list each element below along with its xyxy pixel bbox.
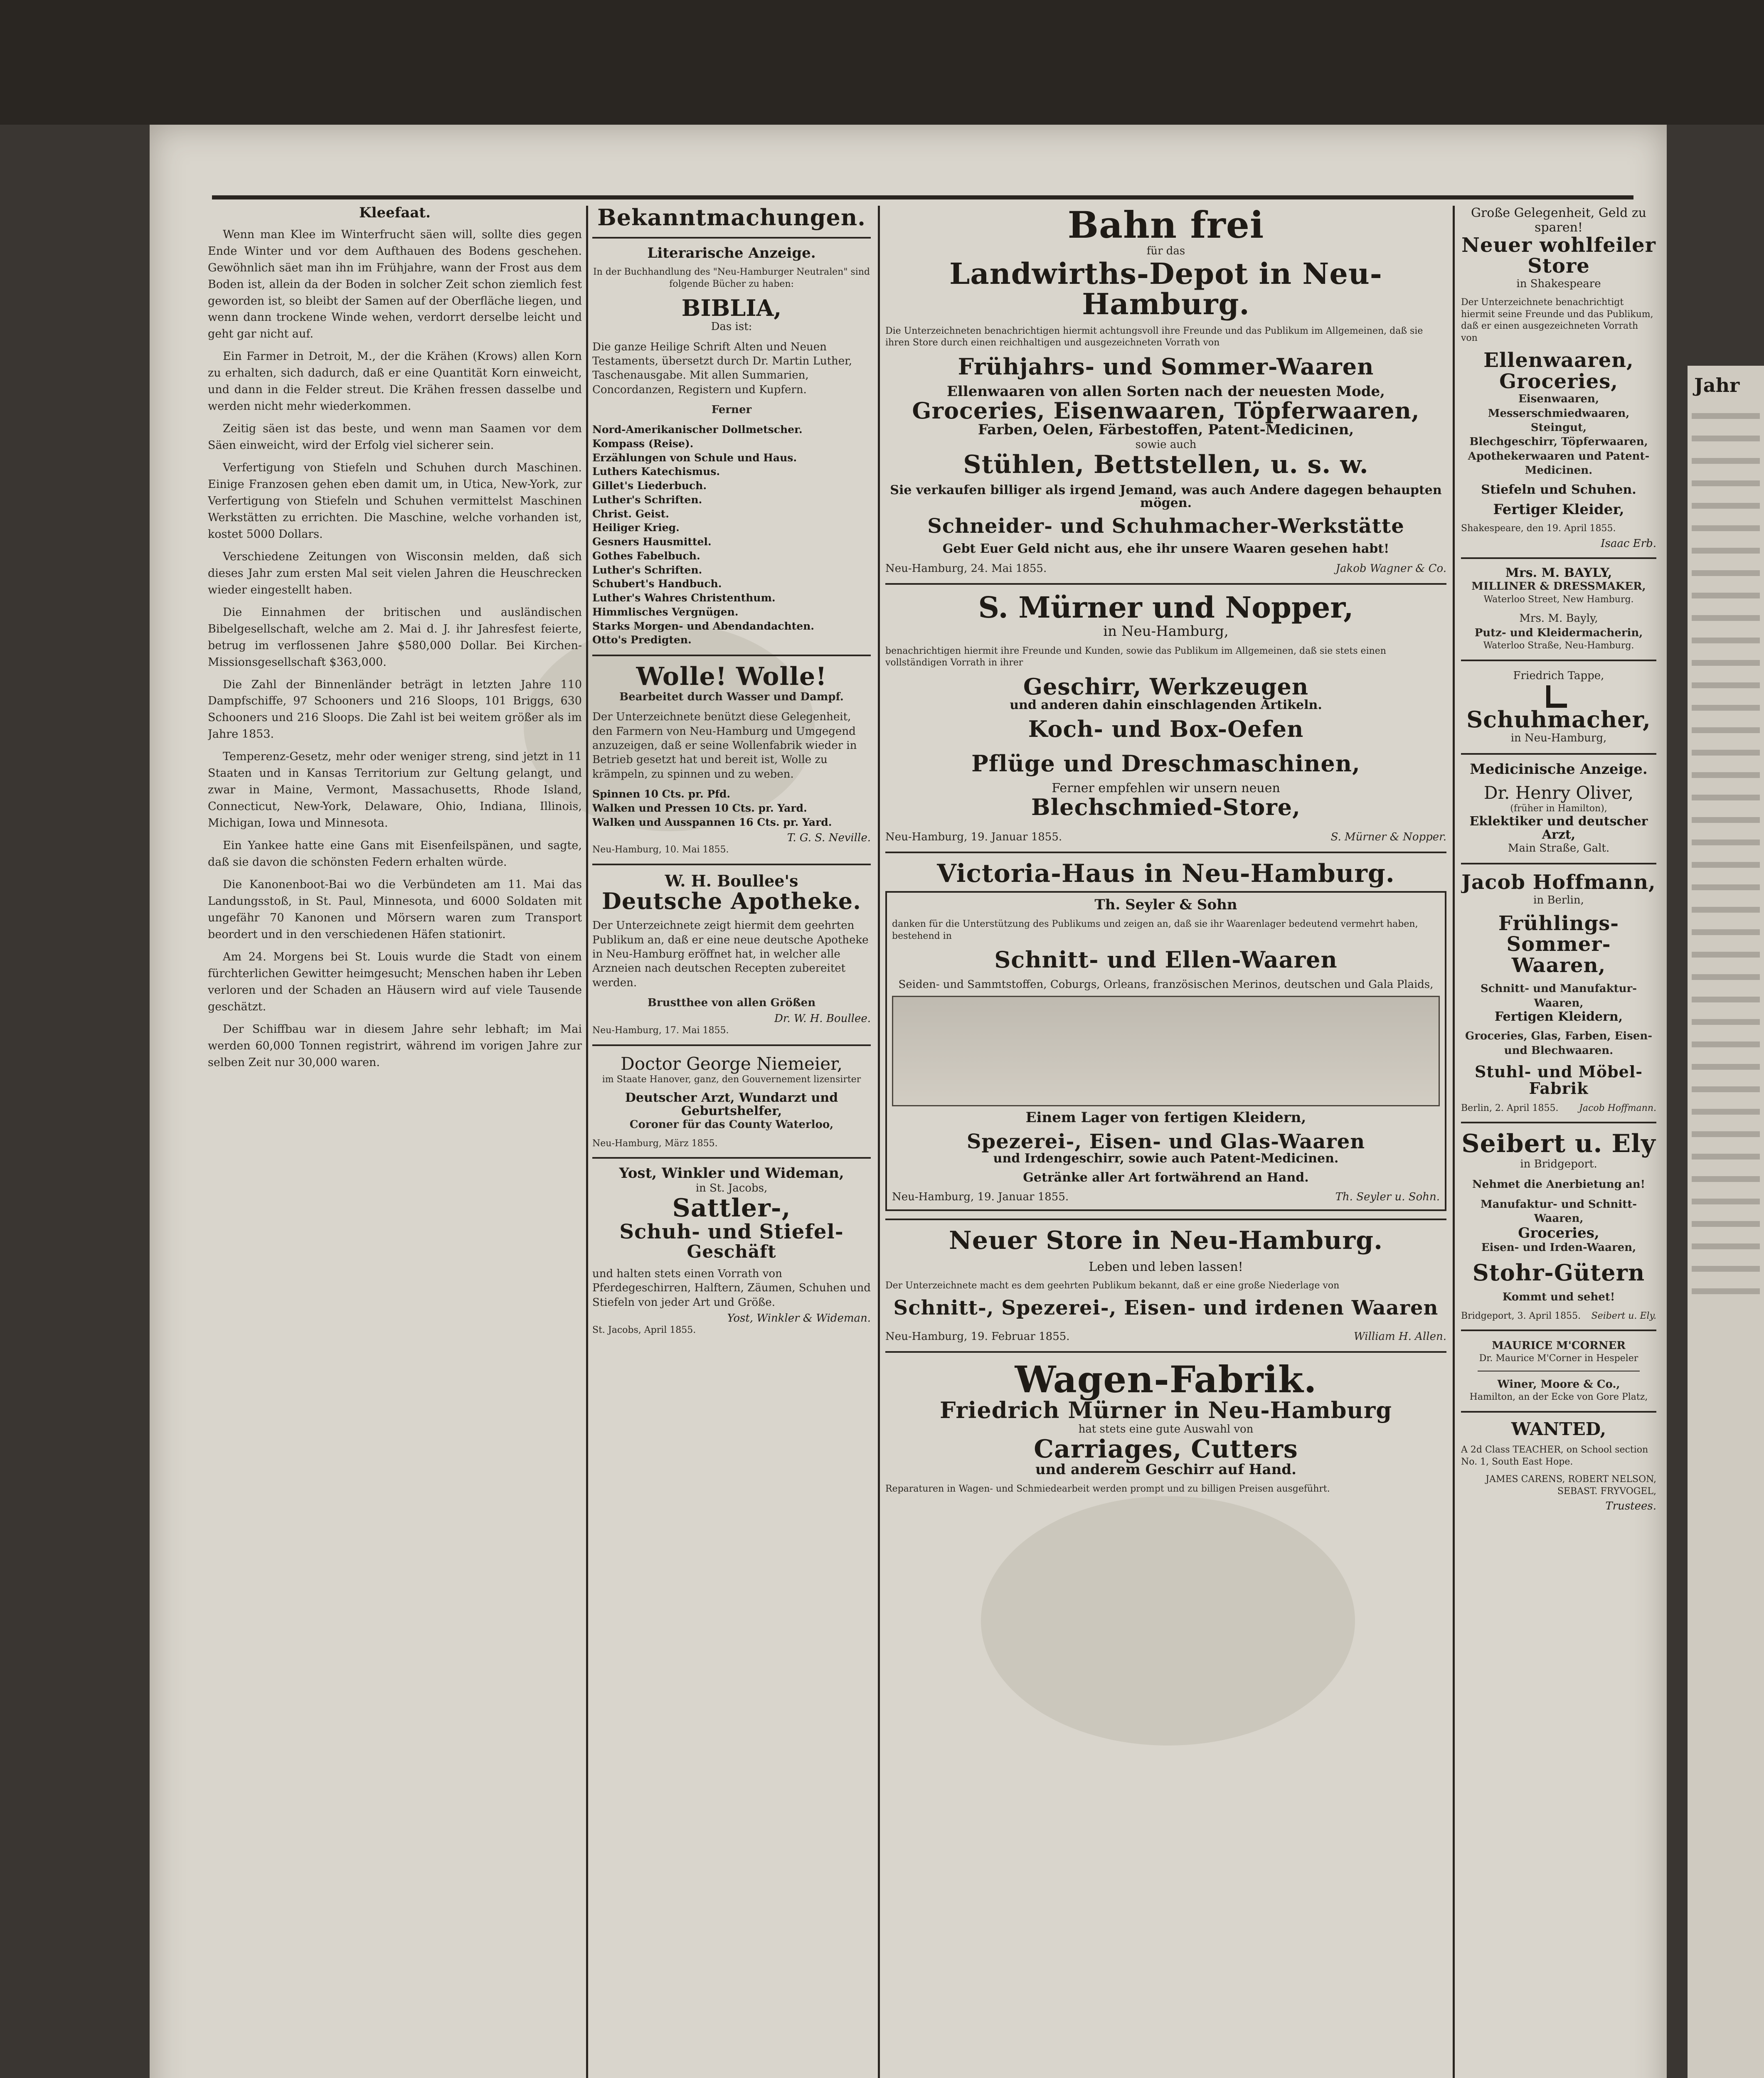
ad-subtitle: Coroner für das County Waterloo, [629, 1118, 834, 1131]
divider [885, 583, 1446, 585]
column-rule [1453, 206, 1455, 2078]
ad-line: Putz- und Kleidermacherin, [1474, 626, 1643, 639]
article-paragraph: Die Kanonenboot-Bai wo die Verbündeten am 11. Mai das Landungsstoß, in St. Paul, Minnesota, und 6000 Soldaten mit ungefähr 70 Kanonen und Mörsern waren zum Transport beordert und in den verschiedenen Häfen stationirt. [208, 878, 582, 941]
ad-subtitle: in Berlin, [1533, 894, 1584, 906]
boot-icon [1546, 685, 1567, 708]
article-paragraph: Ein Farmer in Detroit, M., der die Krähen (Krows) allen Korn zu erhalten, sich dadurch, daß er eine Quantität Korn einweicht, und dann in die Felder streut. Die Krähen fressen dasselbe und werden nicht mehr wiederkommen. [208, 350, 582, 413]
ad-line: Schnitt- und Manufaktur-Waaren, [1480, 982, 1637, 1009]
ad-subtitle: in Bridgeport. [1520, 1158, 1597, 1171]
divider [1461, 753, 1656, 755]
ad-text: Der Unterzeichnete macht es dem geehrten Publikum bekannt, daß er eine große Niederlage von [885, 1280, 1340, 1291]
ad-subtitle: Deutscher Arzt, Wundarzt und Geburtshelfer, [625, 1091, 838, 1118]
ad-line: MILLINER & DRESSMAKER, [1471, 580, 1646, 593]
top-rule [212, 195, 1633, 199]
ad-signature: T. G. S. Neville. [787, 832, 871, 844]
ad-line: Groceries, [1518, 1224, 1599, 1241]
ad-title: Dr. Henry Oliver, [1483, 783, 1634, 803]
ad-headline: Frühjahrs- und Sommer-Waaren [958, 353, 1374, 380]
book-item: Kompass (Reise). [592, 437, 694, 450]
ad-subtitle: Friedrich Tappe, [1513, 669, 1604, 682]
ad-line: Ellenwaaren von allen Sorten nach der neuesten Mode, [946, 383, 1385, 400]
ad-signature: Isaac Erb. [1601, 537, 1656, 550]
divider [1461, 1330, 1656, 1331]
ad-text: Dr. Maurice M'Corner in Hespeler [1479, 1353, 1638, 1364]
ad-date: Neu-Hamburg, 24. Mai 1855. [885, 562, 1047, 575]
article-paragraph: Wenn man Klee im Winterfrucht säen will, sollte dies gegen Ende Winter und vor dem Aufthauen des Bodens geschehen. Gewöhnlich säet man ihn im Frühjahre, wann der Frost aus dem Boden ist, allein da der Boden in solcher Zeit schon ziemlich fest geworden ist, so bleibt der Samen auf der Oberfläche liegen, und wenn dann trockene Winde wehen, verdorrt derselbe leicht und geht gar nicht auf. [208, 228, 582, 341]
divider [592, 1157, 871, 1159]
scanner-border [0, 0, 1764, 125]
ad-line: Gebt Euer Geld nicht aus, ehe ihr unsere Waaren gesehen habt! [942, 542, 1390, 556]
article-heading: Kleefaat. [359, 206, 431, 221]
book-item: Luther's Wahres Christenthum. [592, 592, 776, 604]
ad-footer [885, 830, 1446, 844]
price-item: Walken und Ausspannen 16 Cts. pr. Yard. [592, 816, 832, 828]
ad-text: hat stets eine gute Auswahl von [1078, 1423, 1254, 1436]
ad-signature: William H. Allen. [1354, 1330, 1446, 1343]
ad-footer [1461, 1310, 1656, 1322]
paper-stain [981, 1496, 1355, 1746]
ad-headline: Koch- und Box-Oefen [1028, 716, 1304, 743]
ad-text: JAMES CARENS, ROBERT NELSON, SEBAST. FRYVOGEL, [1486, 1474, 1656, 1497]
ad-title: Schuh- und Stiefel- [619, 1220, 844, 1244]
book-item: Himmlisches Vergnügen. [592, 606, 739, 618]
divider [592, 1044, 871, 1046]
ad-title: Wolle! Wolle! [636, 662, 827, 692]
divider [885, 1351, 1446, 1353]
ad-subtitle: Bearbeitet durch Wasser und Dampf. [619, 691, 844, 704]
ad-text: Hamilton, an der Ecke von Gore Platz, [1469, 1392, 1648, 1403]
book-item: Luther's Schriften. [592, 493, 702, 506]
newspaper-page [150, 125, 1667, 2078]
section-title: Bekanntmachungen. [597, 206, 866, 231]
ad-text: Der Unterzeichnete benachrichtigt hiermit seine Freunde und das Publikum, daß er einen ausgezeichneten Vorrath von [1461, 297, 1653, 343]
book-list [592, 423, 871, 647]
ad-headline: Friedrich Mürner in Neu-Hamburg [939, 1397, 1392, 1424]
ad-date: Bridgeport, 3. April 1855. [1461, 1310, 1581, 1321]
ad-heading: Medicinische Anzeige. [1470, 761, 1648, 778]
ad-line: Groceries, Glas, Farben, Eisen- und Blechwaaren. [1465, 1030, 1653, 1057]
ad-title: Landwirths-Depot in Neu-Hamburg. [949, 256, 1382, 322]
article-paragraph: Verschiedene Zeitungen von Wisconsin melden, daß sich dieses Jahr zum ersten Mal seit vielen Jahren die Heuschrecken wieder eingestellt haben. [208, 550, 582, 596]
ad-signature: Trustees. [1605, 1500, 1656, 1513]
ad-text: in St. Jacobs, [695, 1182, 768, 1195]
book-item: Luthers Katechismus. [592, 465, 720, 478]
article-paragraph: Temperenz-Gesetz, mehr oder weniger streng, sind jetzt in 11 Staaten und in Kansas Territorium zur Geltung gelangt, und zwar in Maine, Vermont, Massachusetts, Rhode Island, Connecticut, New-York, Delaware, Ohio, Indiana, Illinois, Michigan, Iowa und Minnesota. [208, 750, 582, 830]
column-announcements [592, 206, 871, 1336]
ad-line: Farben, Oelen, Färbestoffen, Patent-Medicinen, [978, 421, 1354, 438]
ad-heading: Literarische Anzeige. [647, 244, 816, 261]
book-item: Schubert's Handbuch. [592, 578, 722, 590]
ad-title-text: Schuhmacher, [1466, 706, 1651, 733]
article-paragraph: Die Einnahmen der britischen und ausländischen Bibelgesellschaft, welche am 2. Mai d. J. ihr Jahresfest feierte, betrug im verflossenen Jahre $580,000 Dollar. Bei Kirchen-Missionsgesellschaft $363,000. [208, 606, 582, 669]
price-item: Walken und Pressen 10 Cts. pr. Yard. [592, 802, 807, 814]
ad-title: Neuer wohlfeiler Store [1461, 234, 1656, 278]
ad-text: Der Unterzeichnete benützt diese Gelegenheit, den Farmern von Neu-Hamburg und Umgegend anzuzeigen, daß er seine Wollenfabrik wieder in Betrieb gesetzt hat und bereit ist, Wolle zu krämpeln, zu spinnen und zu weben. [592, 711, 857, 780]
ad-line: Stiefeln und Schuhen. [1481, 483, 1636, 497]
ad-line: Eisenwaaren, Messerschmiedwaaren, Steingut, [1488, 393, 1630, 434]
ad-date: Neu-Hamburg, 19. Januar 1855. [885, 831, 1062, 844]
ad-subtitle: Brustthee von allen Größen [647, 996, 816, 1009]
adjacent-page-strip [1688, 366, 1764, 2078]
article-paragraph: Die Zahl der Binnenländer beträgt in letzten Jahre 110 Dampfschiffe, 97 Schooners und 216 Sloops, 101 Briggs, 630 Schooners und 216 Sloops. Die Zahl ist bei weitem größer als im Jahre 1853. [208, 678, 582, 741]
ad-headline: Sommer-Waaren, [1506, 933, 1611, 977]
ad-headline: Schnitt- und Ellen-Waaren [994, 946, 1338, 973]
divider [885, 852, 1446, 853]
ad-line: Eisen- und Irden-Waaren, [1481, 1241, 1636, 1254]
ad-title: Seibert u. Ely [1461, 1129, 1656, 1159]
ad-title: Neuer Store in Neu-Hamburg. [949, 1226, 1383, 1255]
price-list [592, 787, 871, 829]
ad-headline: Ellenwaaren, Groceries, [1483, 349, 1634, 393]
ad-headline: Spezerei-, Eisen- und Glas-Waaren [966, 1130, 1365, 1153]
ad-title: Mrs. M. BAYLY, [1505, 565, 1612, 580]
divider [1461, 1122, 1656, 1123]
ad-headline: Geschirr, Werkzeugen [1023, 673, 1309, 700]
ad-signature: Th. Seyler u. Sohn. [1335, 1191, 1440, 1204]
adjacent-page-fragment: Jahr [1694, 374, 1740, 396]
ad-line: Manufaktur- und Schnitt-Waaren, [1480, 1198, 1637, 1225]
ad-date: Berlin, 2. April 1855. [1461, 1103, 1559, 1113]
book-item: Luther's Schriften. [592, 564, 702, 576]
ad-title: Jacob Hoffmann, [1461, 871, 1656, 894]
ad-title: Doctor George Niemeier, [621, 1053, 843, 1074]
ad-text: Der Unterzeichnete zeigt hiermit dem geehrten Publikum an, daß er eine neue deutsche Apotheke in Neu-Hamburg eröffnet hat, in welcher alle Arzneien nach deutschen Recepten zubereitet werden. [592, 919, 869, 989]
ad-footer [1461, 1103, 1656, 1115]
divider [592, 237, 871, 239]
ad-title: Sattler-, [672, 1194, 791, 1223]
ad-text: benachrichtigen hiermit ihre Freunde und Kunden, sowie das Publikum im Allgemeinen, daß sie stets einen vollständigen Vorrath in ihrer [885, 645, 1386, 668]
ad-text: für das [1146, 245, 1185, 258]
article-paragraph: Ein Yankee hatte eine Gans mit Eisenfeilspänen, und sagte, daß sie davon die schönsten Federn erhalten würde. [208, 839, 582, 869]
ad-subtitle: in Neu-Hamburg, [1103, 623, 1229, 640]
ad-title: Bahn frei [1067, 206, 1264, 246]
column-news [208, 206, 582, 1076]
ad-title: Victoria-Haus in Neu-Hamburg. [937, 859, 1395, 889]
ad-text: In der Buchhandlung des "Neu-Hamburger Neutralen" sind folgende Bücher zu haben: [593, 267, 870, 289]
ad-subtitle: W. H. Boullee's [665, 871, 798, 890]
ad-line: und anderem Geschirr auf Hand. [1035, 1461, 1297, 1478]
ad-subtitle: Große Gelegenheit, Geld zu sparen! [1471, 206, 1647, 235]
ad-subtitle: Th. Seyler & Sohn [1094, 896, 1237, 913]
ad-date: Neu-Hamburg, 17. Mai 1855. [592, 1025, 729, 1036]
ad-headline: Blechschmied-Store, [1031, 794, 1301, 821]
ad-line: Sie verkaufen billiger als irgend Jemand, was auch Andere dagegen behaupten mögen. [890, 483, 1442, 511]
ad-title: MAURICE M'CORNER [1492, 1339, 1626, 1352]
book-item: Gothes Fabelbuch. [592, 549, 700, 562]
ad-date: Shakespeare, den 19. April 1855. [1461, 523, 1616, 534]
ad-headline: Frühlings- [1498, 912, 1619, 936]
faded-illustration [892, 996, 1440, 1106]
ad-line: Apothekerwaaren und Patent-Medicinen. [1468, 450, 1650, 477]
adjacent-page-lines [1688, 413, 1764, 1294]
divider [885, 1219, 1446, 1220]
ad-date: Neu-Hamburg, 19. Februar 1855. [885, 1330, 1070, 1343]
ad-text: (früher in Hamilton), [1510, 803, 1607, 814]
ad-title: Mrs. M. Bayly, [1519, 612, 1598, 625]
article-paragraph: Der Schiffbau war in diesem Jahre sehr lebhaft; im Mai werden 60,000 Tonnen registrirt, während im vorigen Jahre zur selben Zeit nur 30,000 waren. [208, 1022, 582, 1069]
ad-text: Main Straße, Galt. [1508, 842, 1610, 855]
book-item: Heiliger Krieg. [592, 522, 680, 534]
article-paragraph: Am 24. Morgens bei St. Louis wurde die Stadt von einem fürchterlichen Gewitter heimgesucht; Menschen haben ihr Leben verloren und der Schaden an Häusern wird auf viele Tausende geschätzt. [208, 950, 582, 1013]
article-body [208, 227, 582, 1071]
book-item: Gillet's Liederbuch. [592, 480, 707, 492]
ad-line: Nehmet die Anerbietung an! [1472, 1178, 1646, 1191]
ad-text: A 2d Class TEACHER, on School section No. 1, South East Hope. [1461, 1445, 1648, 1467]
ad-title: Deutsche Apotheke. [602, 887, 861, 914]
article-paragraph: Zeitig säen ist das beste, und wenn man Saamen vor dem Säen einweicht, wird der Erfolg viel sicherer sein. [208, 422, 582, 452]
ad-title [1461, 683, 1656, 731]
ad-subtitle: Ferner [711, 403, 752, 416]
book-item: Erzählungen von Schule und Haus. [592, 451, 797, 464]
ad-date: Neu-Hamburg, 19. Januar 1855. [892, 1191, 1069, 1204]
ad-text: im Staate Hanover, ganz, den Gouvernement lizensirter [602, 1074, 861, 1085]
ad-title: BIBLIA, [681, 294, 782, 321]
column-rule [878, 206, 880, 2078]
ad-date: Neu-Hamburg, 10. Mai 1855. [592, 844, 729, 855]
ad-footer [885, 1330, 1446, 1344]
ad-headline: Schneider- und Schuhmacher-Werkstätte [927, 514, 1404, 538]
book-item: Gesners Hausmittel. [592, 536, 712, 548]
divider [1461, 660, 1656, 661]
ad-title: WANTED, [1511, 1418, 1606, 1439]
victoria-ad-box [885, 891, 1446, 1211]
ad-footer [892, 1190, 1440, 1204]
ad-signature: Yost, Winkler & Wideman. [727, 1312, 871, 1325]
ad-text: Reparaturen in Wagen- und Schmiedearbeit werden prompt und zu billigen Preisen ausgeführt. [885, 1484, 1330, 1494]
column-rule [586, 206, 588, 2078]
ad-line: Fertiger Kleider, [1493, 501, 1624, 518]
book-item: Starks Morgen- und Abendandachten. [592, 620, 814, 632]
column-side-ads [1461, 206, 1656, 1512]
ad-title: S. Mürner und Nopper, [978, 590, 1354, 625]
ad-headline: Stuhl- und Möbel-Fabrik [1474, 1062, 1643, 1098]
ad-date: St. Jacobs, April 1855. [592, 1325, 696, 1335]
ad-title: Winer, Moore & Co., [1497, 1378, 1620, 1391]
ad-line: und Irdengeschirr, sowie auch Patent-Medicinen. [993, 1151, 1339, 1166]
ad-headline: Schnitt-, Spezerei-, Eisen- und irdenen Waaren [893, 1296, 1439, 1320]
ad-signature: Jakob Wagner & Co. [1335, 562, 1446, 575]
book-item: Christ. Geist. [592, 507, 669, 520]
ad-headline: Pflüge und Dreschmaschinen, [971, 750, 1360, 777]
book-item: Otto's Predigten. [592, 634, 692, 646]
ad-date: Neu-Hamburg, März 1855. [592, 1138, 718, 1149]
ad-headline: Stühlen, Bettstellen, u. s. w. [963, 450, 1369, 479]
ad-text: danken für die Unterstützung des Publikums und zeigen an, daß sie ihr Waarenlager bedeutend vermehrt haben, bestehend in [892, 919, 1418, 941]
ad-footer [885, 561, 1446, 576]
ad-line: Seiden- und Sammtstoffen, Coburgs, Orleans, französischen Merinos, deutschen und Gala Plaids, [898, 978, 1434, 991]
book-item: Nord-Amerikanischer Dollmetscher. [592, 423, 803, 436]
ad-line: Getränke aller Art fortwährend an Hand. [1023, 1170, 1309, 1185]
ad-line: und anderen dahin einschlagenden Artikeln. [1010, 697, 1322, 712]
ad-signature: Seibert u. Ely. [1591, 1310, 1656, 1321]
divider [1461, 1411, 1656, 1413]
divider [592, 655, 871, 656]
ad-text: Waterloo Straße, Neu-Hamburg. [1483, 640, 1634, 651]
ad-headline: Carriages, Cutters [1034, 1435, 1298, 1464]
ad-title: Geschäft [687, 1241, 776, 1262]
ad-subtitle: Leben und leben lassen! [1089, 1259, 1243, 1274]
ad-title: Wagen-Fabrik. [1015, 1357, 1317, 1401]
ad-headline: Groceries, Eisenwaaren, Töpferwaaren, [912, 397, 1420, 424]
ad-subtitle: Yost, Winkler und Wideman, [619, 1165, 844, 1182]
ad-line: Kommt und sehet! [1502, 1291, 1615, 1304]
ad-text: Die Unterzeichneten benachrichtigen hiermit achtungsvoll ihre Freunde und das Publikum im Allgemeinen, daß sie ihren Store durch einen reichhaltigen und ausgezeichneten Vorrath von [885, 325, 1423, 348]
ad-text: Waterloo Street, New Hamburg. [1483, 594, 1634, 605]
ad-text: in Neu-Hamburg, [1510, 732, 1607, 745]
divider [592, 864, 871, 865]
ad-signature: Dr. W. H. Boullee. [774, 1012, 871, 1025]
ad-subtitle: Das ist: [711, 320, 752, 333]
ad-signature: S. Mürner & Nopper. [1330, 831, 1446, 844]
ad-subtitle: in Shakespeare [1516, 277, 1601, 290]
article-paragraph: Verfertigung von Stiefeln und Schuhen durch Maschinen. Einige Franzosen gehen eben damit um, in Utica, New-York, zur Verfertigung von Stiefeln und Schuhen vermittelst Maschinen Werkstätten zu errichten. Die Maschine, welche vorhanden ist, kostet 5000 Dollars. [208, 461, 582, 541]
ad-line: Einem Lager von fertigen Kleidern, [1025, 1109, 1306, 1126]
ad-text: Die ganze Heilige Schrift Alten und Neuen Testaments, übersetzt durch Dr. Martin Luther, Taschenausgabe. Mit allen Summarien, Concordanzen, Registern und Kupfern. [592, 340, 852, 396]
ad-line: Ferner empfehlen wir unsern neuen [1052, 781, 1280, 796]
divider [1461, 863, 1656, 864]
ad-text: sowie auch [1135, 438, 1197, 451]
ad-text: und halten stets einen Vorrath von Pferdegeschirren, Halftern, Zäumen, Schuhen und Stiefeln von jeder Art und Größe. [592, 1267, 871, 1309]
ad-line: Fertigen Kleidern, [1494, 1009, 1623, 1024]
ad-line: Eklektiker und deutscher Arzt, [1469, 814, 1648, 842]
divider [1461, 557, 1656, 559]
price-item: Spinnen 10 Cts. pr. Pfd. [592, 788, 731, 800]
column-main-ads [885, 206, 1446, 1495]
ad-line: Blechgeschirr, Töpferwaaren, [1469, 436, 1648, 448]
ad-headline: Stohr-Gütern [1472, 1259, 1645, 1286]
ad-signature: Jacob Hoffmann. [1579, 1103, 1656, 1113]
